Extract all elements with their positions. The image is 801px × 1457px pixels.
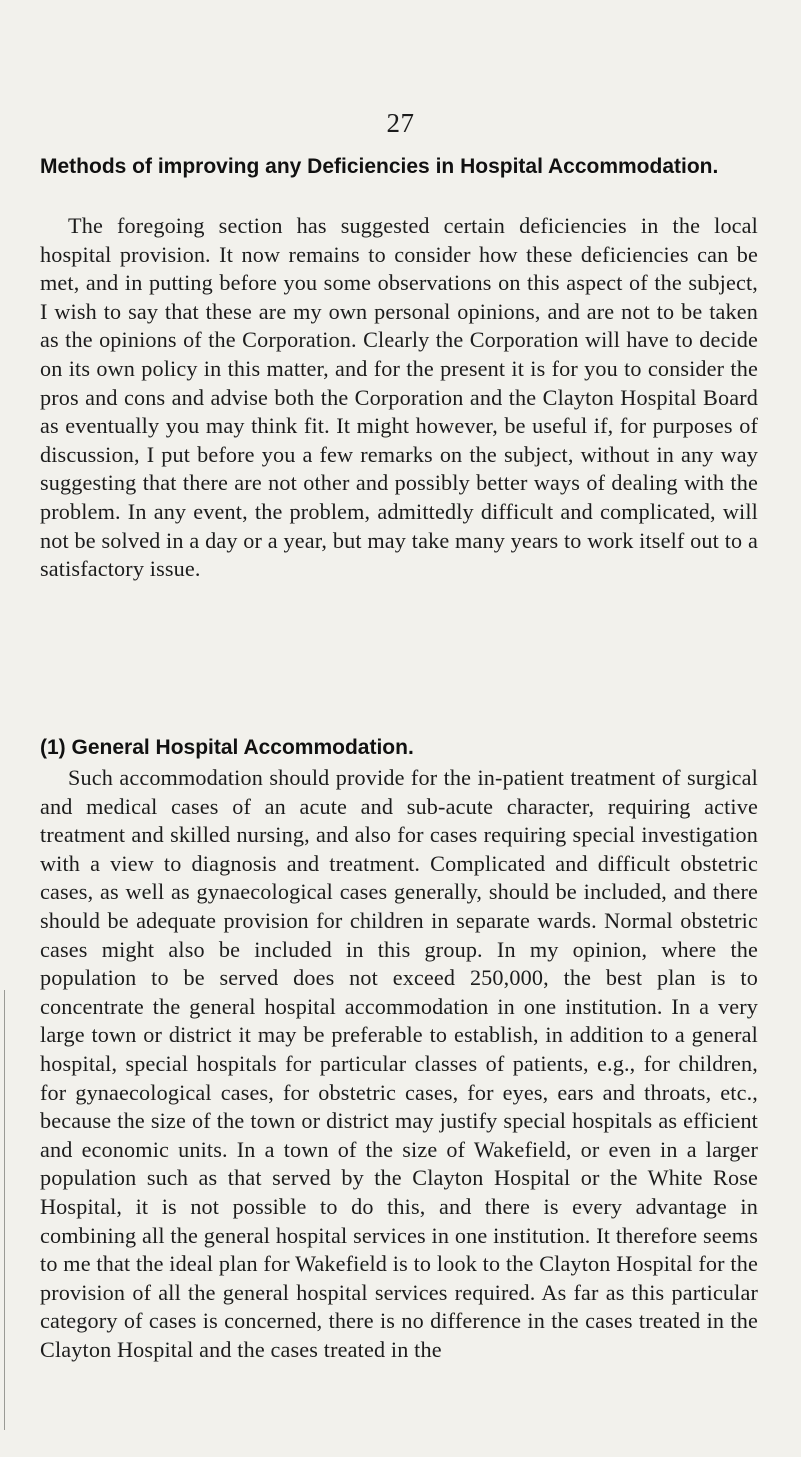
page-number: 27 bbox=[386, 108, 415, 138]
section-heading-methods: Methods of improving any Deficiencies in Hospital Accommodation. bbox=[40, 155, 719, 178]
paragraph-methods: The foregoing section has suggested certain deficiencies in the local hospital provision. It now remains to consider how these deficiencies can be met, and in putting before you some observations on this aspect of the subject, I wish to say that these are my own personal opinions, and are not to be taken as the opinions of the Corporation. Clearly the Corporation will have to decide on its own policy in this matter, and for the present it is for you to consider the pros and cons and advise both the Corporation and the Clayton Hospital Board as eventually you may think fit. It might however, be useful if, for purposes of discussion, I put before you a few remarks on the subject, without in any way suggesting that there are not other and possibly better ways of dealing with the problem. In any event, the problem, admittedly difficult and complicated, will not be solved in a day or a year, but may take many years to work itself out to a satisfactory issue. bbox=[40, 213, 758, 582]
section-heading-general-hospital: (1) General Hospital Accommodation. bbox=[40, 736, 414, 759]
paragraph-general-hospital: Such accommodation should provide for the in-patient treatment of surgical and medical cases of an acute and sub-acute character, requiring active treatment and skilled nursing, and also for cases requiring special investigation with a view to diagnosis and treatment. Complicated and difficult obstetric cases, as well as gynaecological cases generally, should be included, and there should be adequate provision for children in separate wards. Normal obstetric cases might also be included in this group. In my opinion, where the population to be served does not exceed 250,000, the best plan is to concentrate the general hospital accommodation in one institution. In a very large town or district it may be preferable to establish, in addition to a general hospital, special hospitals for particular classes of patients, e.g., for children, for gynaecological cases, for obstetric cases, for eyes, ears and throats, etc., because the size of the town or district may justify special hospitals as efficient and economic units. In a town of the size of Wakefield, or even in a larger population such as that served by the Clayton Hospital or the White Rose Hospital, it is not possible to do this, and there is every advantage in combining all the general hospital services in one institution. It therefore seems to me that the ideal plan for Wakefield is to look to the Clayton Hospital for the provision of all the general hospital services required. As far as this particular category of cases is concerned, there is no difference in the cases treated in the Clayton Hospital and the cases treated in the bbox=[40, 765, 758, 1362]
page-edge-line bbox=[4, 990, 5, 1430]
